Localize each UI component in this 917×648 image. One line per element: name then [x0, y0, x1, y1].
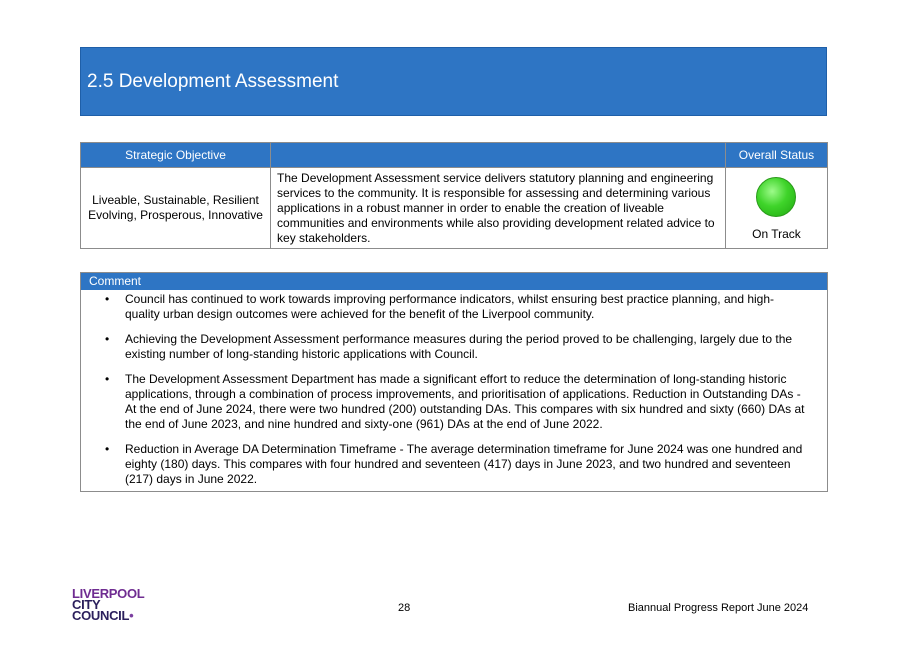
comment-text: Council has continued to work towards improving performance indicators, whilst ensuring best practice planning, and high-quality urban design outcomes were achieved for the benefit of the Liverpool community. [125, 292, 775, 321]
list-item [81, 332, 827, 362]
table-header-row [81, 143, 828, 168]
strategic-objective-table [80, 142, 828, 249]
description-cell: The Development Assessment service delivers statutory planning and engineering services to the community. It is responsible for assessing and determining various applications in a robust manner in order to enable the creation of liveable communities and environments while also providing development related advice to key stakeholders. [271, 168, 726, 249]
logo-line-1: LIVERPOOL [72, 586, 145, 601]
logo-dot-icon: • [129, 608, 134, 623]
comment-section [80, 272, 828, 492]
section-title: 2.5 Development Assessment [87, 70, 339, 92]
page-number: 28 [398, 602, 411, 614]
list-item [81, 292, 827, 322]
comment-text: Achieving the Development Assessment performance measures during the period proved to be challenging, largely due to the existing number of long-standing historic applications with Council. [125, 332, 793, 361]
comment-text: Reduction in Average DA Determination Timeframe - The average determination timeframe for June 2024 was one hundred and eighty (180) days. This compares with four hundred and seventeen (417) days in June 2023, and two hundred and seventeen (217) days in June 2022. [125, 442, 803, 486]
comment-list [81, 292, 827, 487]
bullet-icon: • [105, 442, 110, 456]
comment-text: The Development Assessment Department has made a significant effort to reduce the determination of long-standing historic applications, through a combination of process improvements, and prioritisation of applications. Reduction in Outstanding DAs - At the end of June 2024, there were two hundred (200) outstanding DAs. This compares with six hundred and sixty (660) DAs at the end of June 2023, and nine hundred and sixty-one (961) DAs at the end of June 2022. [125, 372, 805, 431]
header-strategic-objective: Strategic Objective [81, 143, 271, 168]
header-middle [271, 143, 726, 168]
header-overall-status: Overall Status [725, 143, 827, 168]
objective-line-1: Liveable, Sustainable, Resilient [92, 193, 259, 207]
status-indicator-icon [756, 177, 796, 217]
objective-cell [81, 168, 271, 249]
bullet-icon: • [105, 372, 110, 386]
bullet-icon: • [105, 292, 110, 306]
table-row [81, 168, 828, 249]
logo-line-2: CITY [72, 597, 101, 612]
list-item [81, 442, 827, 487]
status-cell [725, 168, 827, 249]
list-item [81, 372, 827, 432]
comment-header: Comment [81, 273, 827, 290]
logo-line-3: COUNCIL [72, 608, 130, 623]
bullet-icon: • [105, 332, 110, 346]
objective-line-2: Evolving, Prosperous, Innovative [88, 208, 263, 222]
liverpool-city-council-logo [72, 588, 144, 621]
status-label: On Track [752, 227, 801, 241]
report-title: Biannual Progress Report June 2024 [628, 602, 809, 614]
section-title-bar [80, 47, 827, 116]
